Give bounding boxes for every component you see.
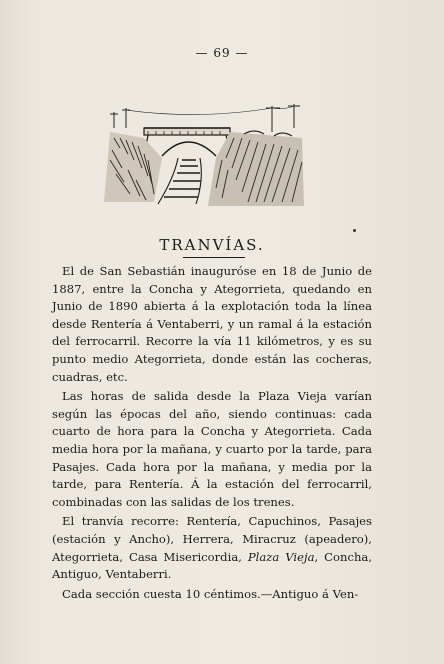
page-number: — 69 —	[195, 46, 249, 60]
paragraph-fares: Cada sección cuesta 10 céntimos.—Antiguo á Ven-	[62, 586, 359, 601]
railway-bridge-illustration	[104, 98, 304, 206]
body-text	[52, 263, 372, 603]
paragraph-inauguration: El de San Sebastián inauguróse en 18 de Junio de 1887, entre la Concha y Ategorrieta, quedando en Junio de 1890 abierta á la explotación toda la línea desde Rentería á Ventaberri, y un ramal á la estación del ferrocarril. Recorre la vía 11 kilómetros, y es su punto medio Ategorrieta, donde están las cocheras, cuadras, etc.	[52, 264, 372, 384]
route-italic-stop: Plaza Vieja	[247, 549, 315, 564]
section-heading: TRANVÍAS.	[159, 236, 265, 254]
paragraph-schedule: Las horas de salida desde la Plaza Vieja varían según las épocas del año, siendo continuas: cada cuarto de hora para la Concha y Ategorrieta. Cada media hora por la mañana, y cuarto por la tarde, para Pasajes. Cada hora por la mañana, y media por la tarde, para Rentería. Á la estación del ferrocarril, combinadas con las salidas de los trenes.	[52, 389, 372, 509]
route-text-end: , Concha, Antiguo, Ventaberri.	[52, 549, 373, 582]
ink-speck	[353, 229, 356, 232]
heading-underline	[183, 257, 245, 258]
paragraph-route	[52, 513, 372, 583]
route-text: El tranvía recorre: Rentería, Capuchinos, Pasajes (estación y Ancho), Herrera, Miracruz (apeadero), Ategorrieta, Casa Misericordia,	[52, 514, 372, 564]
